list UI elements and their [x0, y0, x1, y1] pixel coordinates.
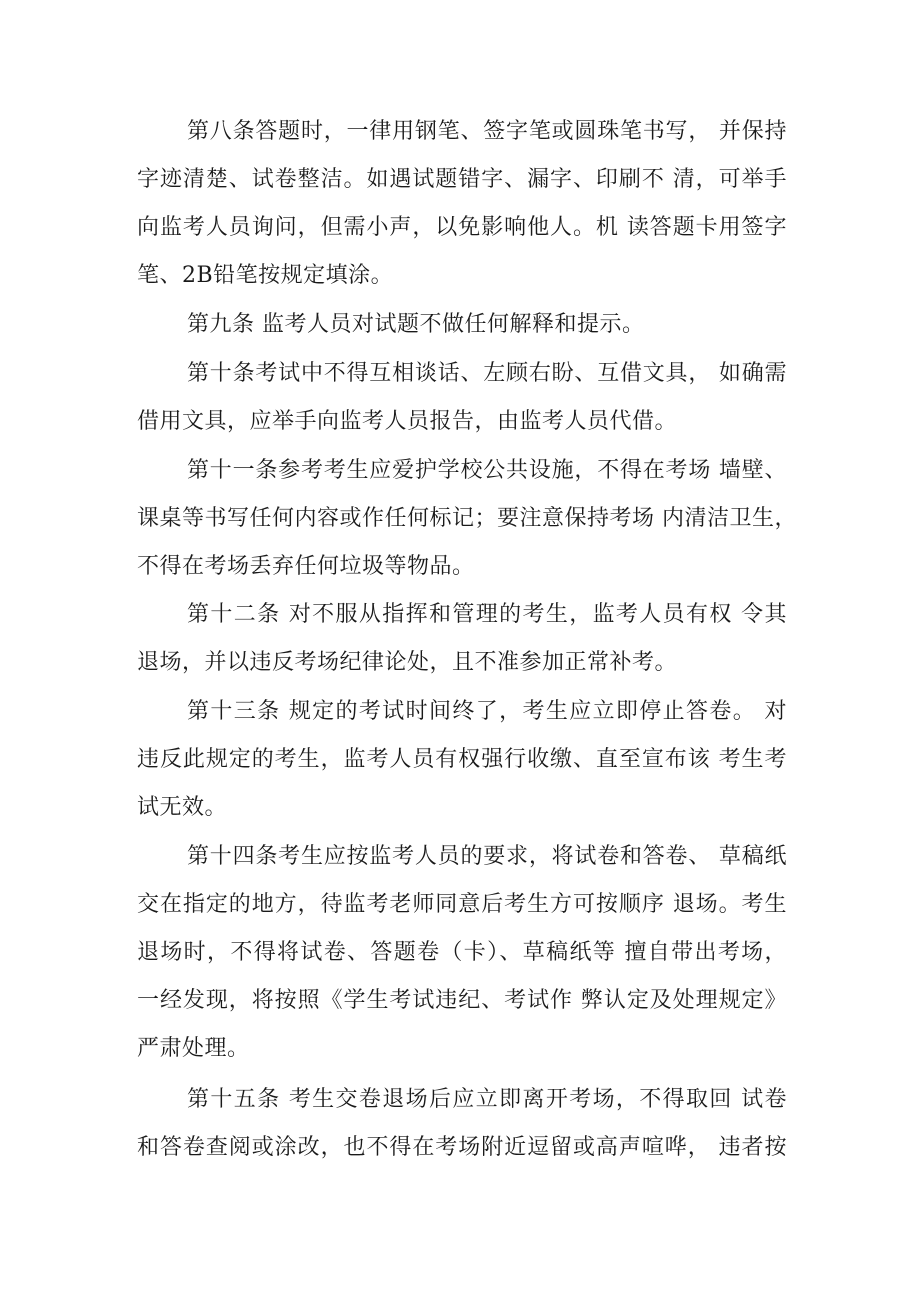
article-11 — [137, 447, 797, 591]
article-8 — [137, 108, 787, 300]
text-line: 违反此规定的考生，监考人员有权强行收缴、直至宣布该 考生考 — [137, 747, 787, 772]
text-line: 第八条答题时，一律用钢笔、签字笔或圆珠笔书写， 并保持 — [187, 119, 787, 144]
text-line: 退场，并以违反考场纪律论处，且不准参加正常补考。 — [137, 650, 678, 675]
text-line: 第十三条 规定的考试时间终了，考生应立即停止答卷。 对 — [187, 699, 787, 724]
text-line: 课桌等书写任何内容或作任何标记；要注意保持考场 内清洁卫生， — [137, 506, 797, 531]
article-9 — [137, 301, 787, 349]
text-line: 第九条 监考人员对试题不做任何解释和提示。 — [187, 312, 645, 337]
article-12 — [137, 591, 787, 687]
text-line: 字迹清楚、试卷整洁。如遇试题错字、漏字、印刷不 清，可举手 — [137, 167, 787, 192]
text-line: 退场时，不得将试卷、答题卷（卡）、草稿纸等 擅自带出考场， — [137, 940, 787, 965]
text-line: 第十五条 考生交卷退场后应立即离开考场，不得取回 试卷 — [187, 1087, 787, 1112]
text-line: 第十一条参考考生应爱护学校公共设施，不得在考场 墙壁、 — [187, 458, 787, 483]
text-line: 试无效。 — [137, 795, 228, 820]
text-line: 第十四条考生应按监考人员的要求，将试卷和答卷、 草稿纸 — [187, 844, 787, 869]
text-line: 一经发现，将按照《学生考试违纪、考试作 弊认定及处理规定》 — [137, 988, 787, 1013]
text-line: 不得在考场丢弃任何垃圾等物品。 — [137, 554, 475, 579]
article-14 — [137, 833, 787, 1073]
text-line: 向监考人员询问，但需小声，以免影响他人。机 读答题卡用签字 — [137, 215, 787, 240]
article-13 — [137, 688, 787, 832]
text-line: 交在指定的地方，待监考老师同意后考生方可按顺序 退场。考生 — [137, 892, 787, 917]
text-line: 第十条考试中不得互相谈话、左顾右盼、互借文具， 如确需 — [187, 361, 787, 386]
text-line: 和答卷查阅或涂改，也不得在考场附近逗留或高声喧哗， 违者按 — [137, 1135, 787, 1160]
text-line: 严肃处理。 — [137, 1036, 250, 1061]
text-line: 第十二条 对不服从指挥和管理的考生，监考人员有权 令其 — [187, 602, 787, 627]
article-10 — [137, 350, 787, 446]
article-15 — [137, 1076, 787, 1172]
text-line: 笔、2B铅笔按规定填涂。 — [137, 263, 394, 288]
text-line: 借用文具，应举手向监考人员报告，由监考人员代借。 — [137, 409, 678, 434]
